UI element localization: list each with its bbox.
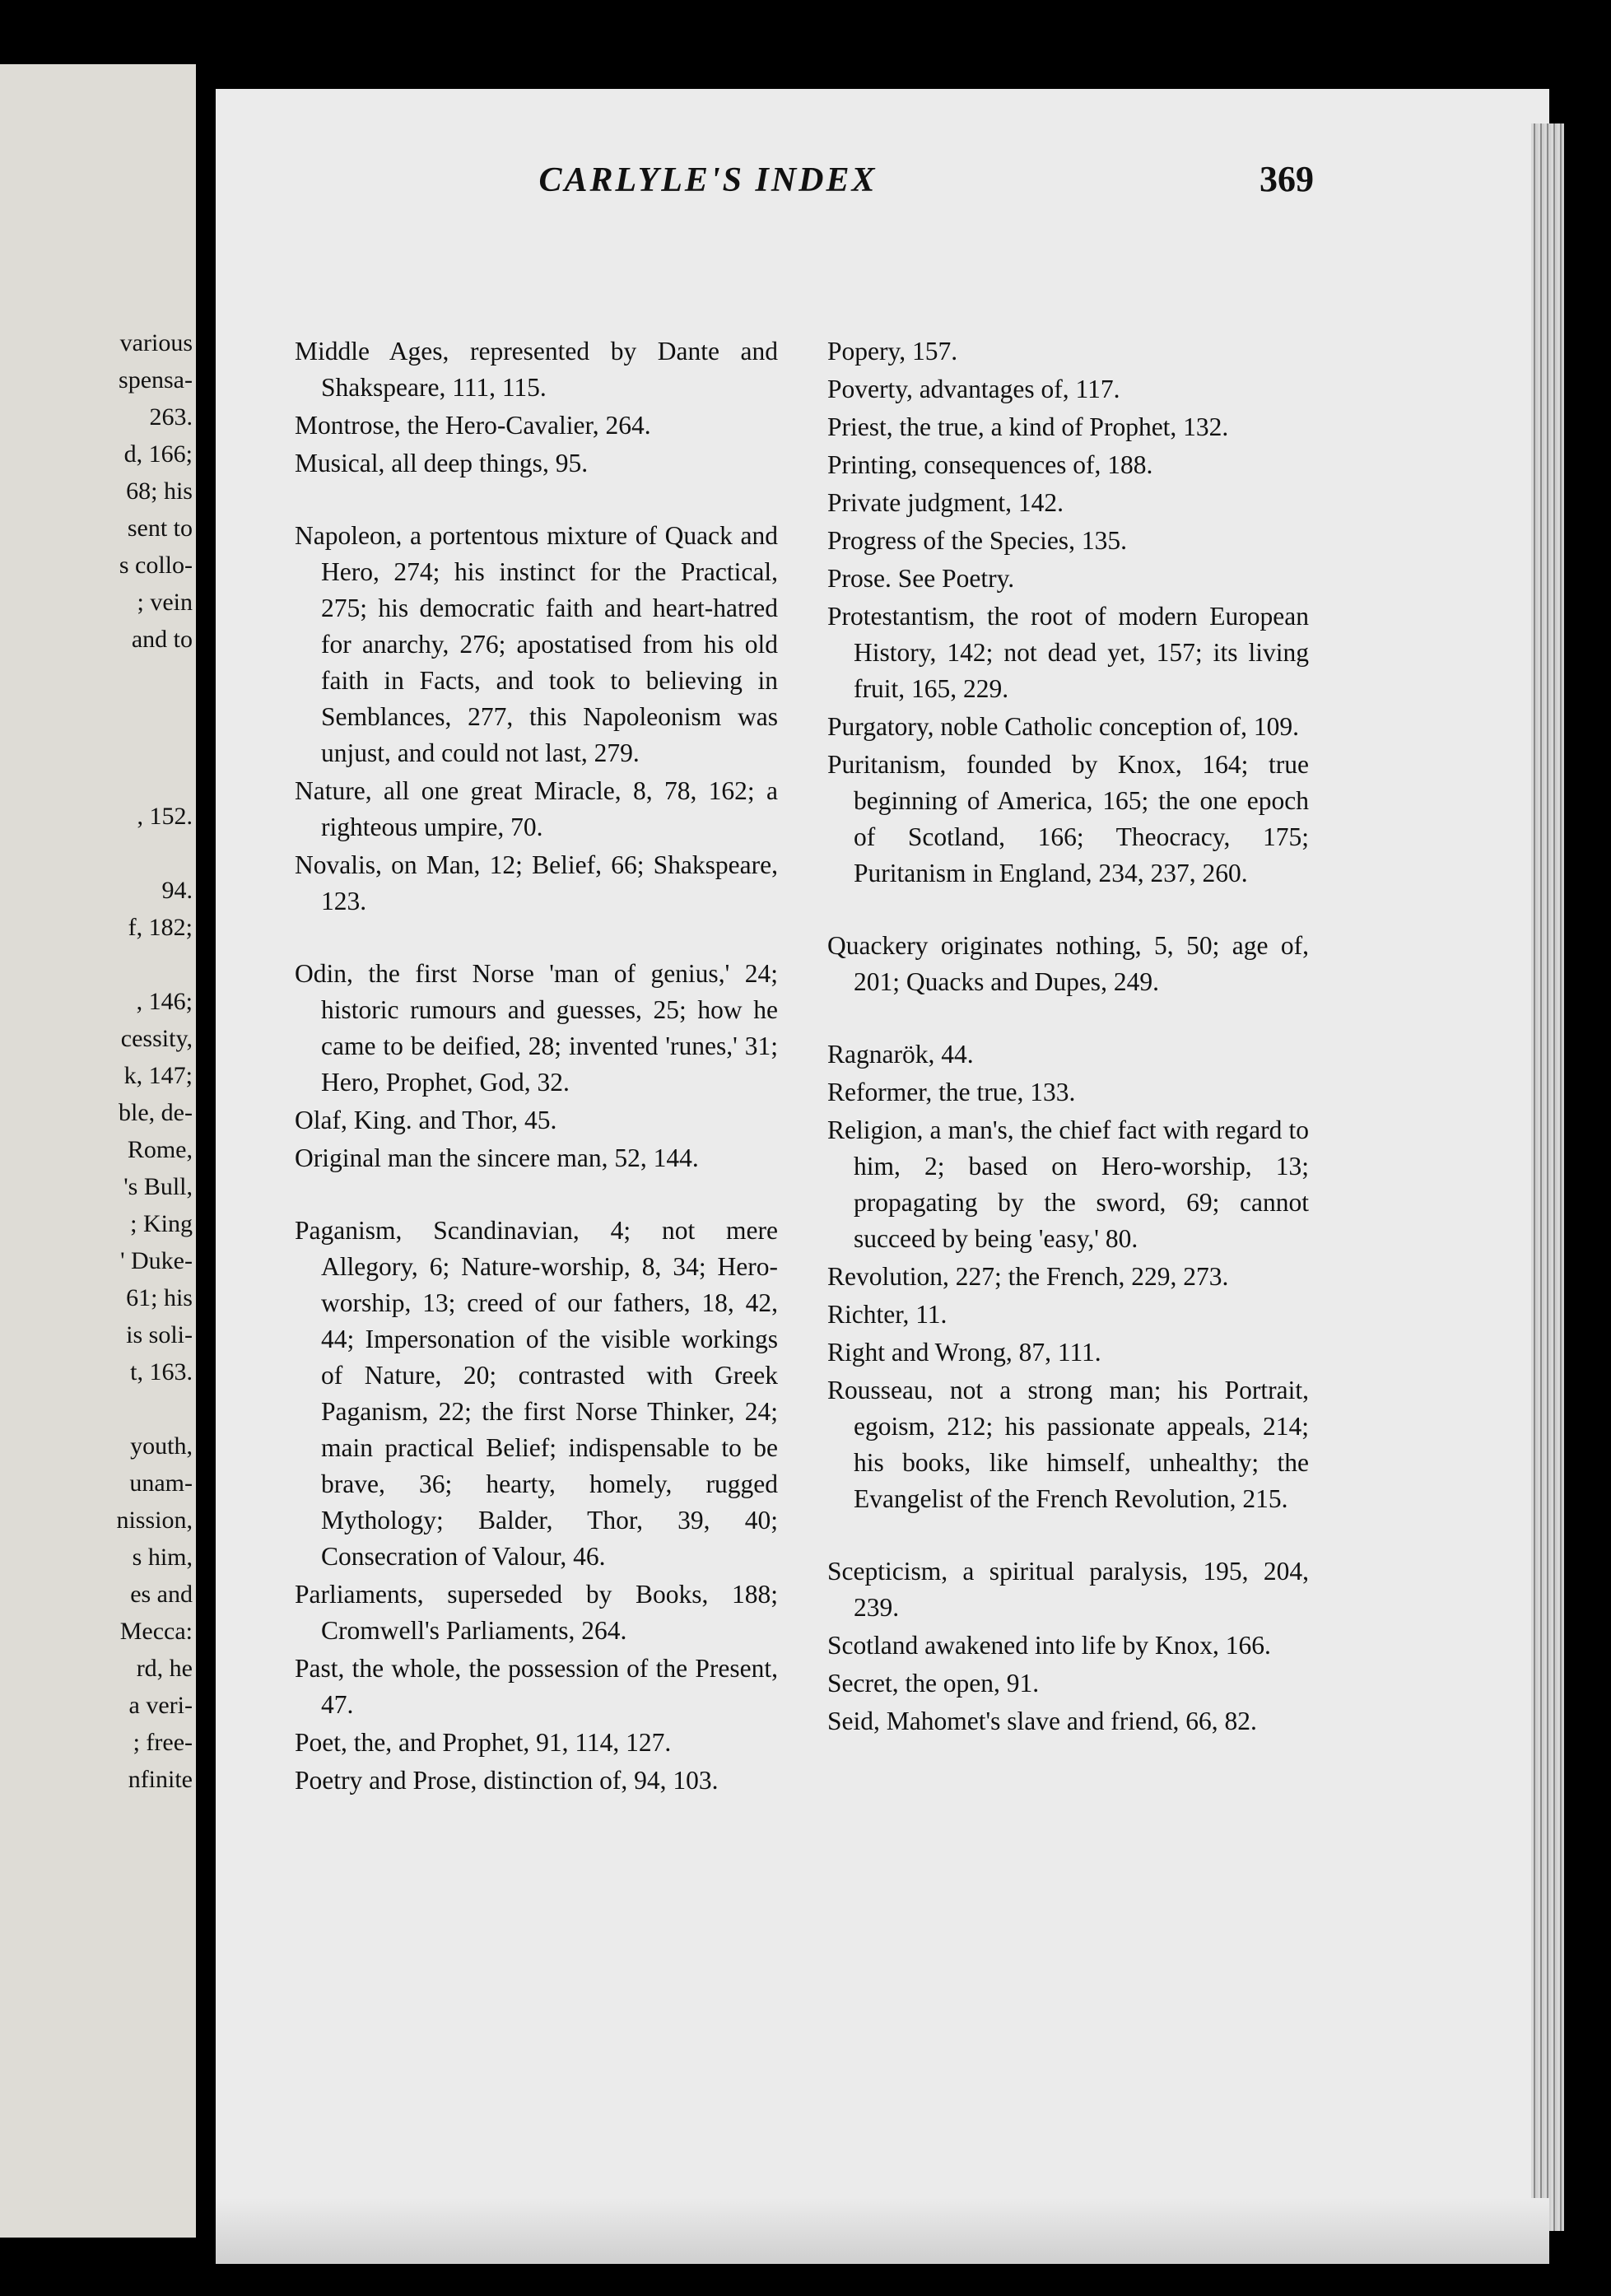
left-page-line: 61; his — [126, 1284, 193, 1311]
index-entry: Poetry and Prose, distinction of, 94, 103. — [295, 1766, 719, 1795]
left-page-line: f, 182; — [128, 914, 193, 941]
left-page-line: 's Bull, — [123, 1173, 193, 1200]
left-page-line: unam- — [129, 1469, 193, 1497]
left-page-line: and to — [131, 626, 193, 653]
left-page-line: rd, he — [136, 1655, 193, 1682]
index-entry: Past, the whole, the possession of the Present, 47. — [295, 1654, 778, 1719]
index-entry: Purgatory, noble Catholic conception of, 109. — [827, 712, 1300, 741]
left-page-line: ; vein — [137, 589, 193, 616]
index-entry: Rousseau, not a strong man; his Portrait, egoism, 212; his passionate appeals, 214; his books, like himself, unhealthy; the Evangelist of the French Revolution, 215. — [827, 1376, 1309, 1513]
index-entry: Parliaments, superseded by Books, 188; Cromwell's Parliaments, 264. — [295, 1580, 778, 1645]
page-bottom-shadow — [216, 2198, 1549, 2264]
index-entry: Richter, 11. — [827, 1300, 948, 1329]
index-entry: Musical, all deep things, 95. — [295, 449, 589, 477]
index-entry: Montrose, the Hero-Cavalier, 264. — [295, 411, 651, 440]
index-entry: Printing, consequences of, 188. — [827, 450, 1153, 479]
left-page-line: ' Duke- — [120, 1247, 193, 1274]
index-entry: Paganism, Scandinavian, 4; not mere Allegory, 6; Nature-worship, 8, 34; Hero-worship, 13; creed of our fathers, 18, 42, 44; Impersonation of the visible workings of Nature, 20; contrasted with Greek Paganism, 22; the first Norse Thinker, 24; main practical Belief; indispensable to be brave, 36; hearty, homely, rugged Mythology; Balder, Thor, 39, 40; Consecration of Valour, 46. — [295, 1216, 778, 1571]
left-page-line: nission, — [116, 1507, 193, 1534]
left-page-line: spensa- — [119, 366, 193, 394]
index-entry: Revolution, 227; the French, 229, 273. — [827, 1262, 1229, 1291]
left-page-line: Mecca: — [119, 1618, 193, 1645]
index-entry: Popery, 157. — [827, 337, 958, 366]
left-page-line: sent to — [127, 515, 193, 542]
index-entry: Middle Ages, represented by Dante and Shakspeare, 111, 115. — [295, 337, 778, 402]
left-page-line: 263. — [149, 403, 193, 431]
index-entry: Olaf, King. and Thor, 45. — [295, 1106, 557, 1134]
index-entry: Quackery originates nothing, 5, 50; age of, 201; Quacks and Dupes, 249. — [827, 931, 1309, 996]
left-page-line: Rome, — [127, 1136, 193, 1163]
left-page-line: , 146; — [136, 988, 193, 1015]
left-page-line: k, 147; — [123, 1062, 193, 1089]
left-page-line: is soli- — [126, 1321, 193, 1348]
index-entry: Secret, the open, 91. — [827, 1669, 1040, 1698]
left-page-line: a veri- — [128, 1692, 193, 1719]
index-entry: Nature, all one great Miracle, 8, 78, 162; a righteous umpire, 70. — [295, 776, 778, 841]
left-page-line: ; King — [130, 1210, 193, 1237]
index-entry: Napoleon, a portentous mixture of Quack and Hero, 274; his instinct for the Practical, 275; his democratic faith and heart-hatred for anarchy, 276; apostatised from his old faith in Facts, and took to believing in Semblances, 277, this Napoleonism was unjust, and could not last, 279. — [295, 521, 778, 767]
index-entry: Right and Wrong, 87, 111. — [827, 1338, 1101, 1367]
index-column-right — [827, 333, 1309, 1741]
index-entry: Original man the sincere man, 52, 144. — [295, 1143, 699, 1172]
index-entry: Scotland awakened into life by Knox, 166. — [827, 1631, 1271, 1660]
left-page-line: s collo- — [119, 552, 193, 579]
index-entry: Reformer, the true, 133. — [827, 1078, 1076, 1106]
running-header: CARLYLE'S INDEX — [538, 161, 878, 199]
index-entry: Prose. See Poetry. — [827, 564, 1015, 593]
left-page-line: es and — [130, 1581, 193, 1608]
index-entry: Seid, Mahomet's slave and friend, 66, 82. — [827, 1707, 1257, 1735]
index-entry: Novalis, on Man, 12; Belief, 66; Shakspeare, 123. — [295, 850, 778, 915]
left-page-line: s him, — [132, 1544, 193, 1571]
left-page-line: t, 163. — [130, 1358, 193, 1386]
left-page-line: nfinite — [128, 1766, 193, 1793]
left-page-line: cessity, — [120, 1025, 193, 1052]
index-entry: Poverty, advantages of, 117. — [827, 375, 1120, 403]
left-page-line: 94. — [161, 877, 193, 904]
index-column-left — [295, 333, 778, 1800]
index-entry: Religion, a man's, the chief fact with regard to him, 2; based on Hero-worship, 13; propagating by the sword, 69; cannot succeed by being 'easy,' 80. — [827, 1115, 1309, 1253]
page-edge — [1531, 123, 1564, 2231]
left-page-fragment — [0, 64, 196, 2238]
left-page-line: ; free- — [133, 1729, 193, 1756]
left-page-line: ble, de- — [119, 1099, 193, 1126]
index-entry: Scepticism, a spiritual paralysis, 195, 204, 239. — [827, 1557, 1309, 1622]
page-number: 369 — [1259, 159, 1314, 199]
left-page-line: various — [119, 329, 193, 356]
left-page-line: 68; his — [126, 477, 193, 505]
index-entry: Private judgment, 142. — [827, 488, 1064, 517]
left-page-line: d, 166; — [123, 440, 193, 468]
index-entry: Protestantism, the root of modern European History, 142; not dead yet, 157; its living fruit, 165, 229. — [827, 602, 1309, 703]
index-entry: Poet, the, and Prophet, 91, 114, 127. — [295, 1728, 672, 1757]
index-entry: Odin, the first Norse 'man of genius,' 24; historic rumours and guesses, 25; how he came to be deified, 28; invented 'runes,' 31; Hero, Prophet, God, 32. — [295, 959, 778, 1097]
index-entry: Puritanism, founded by Knox, 164; true beginning of America, 165; the one epoch of Scotland, 166; Theocracy, 175; Puritanism in England, 234, 237, 260. — [827, 750, 1309, 887]
index-entry: Progress of the Species, 135. — [827, 526, 1127, 555]
left-page-line: youth, — [130, 1432, 193, 1460]
left-page-line: , 152. — [137, 803, 193, 830]
index-entry: Ragnarök, 44. — [827, 1040, 974, 1069]
index-entry: Priest, the true, a kind of Prophet, 132. — [827, 412, 1229, 441]
